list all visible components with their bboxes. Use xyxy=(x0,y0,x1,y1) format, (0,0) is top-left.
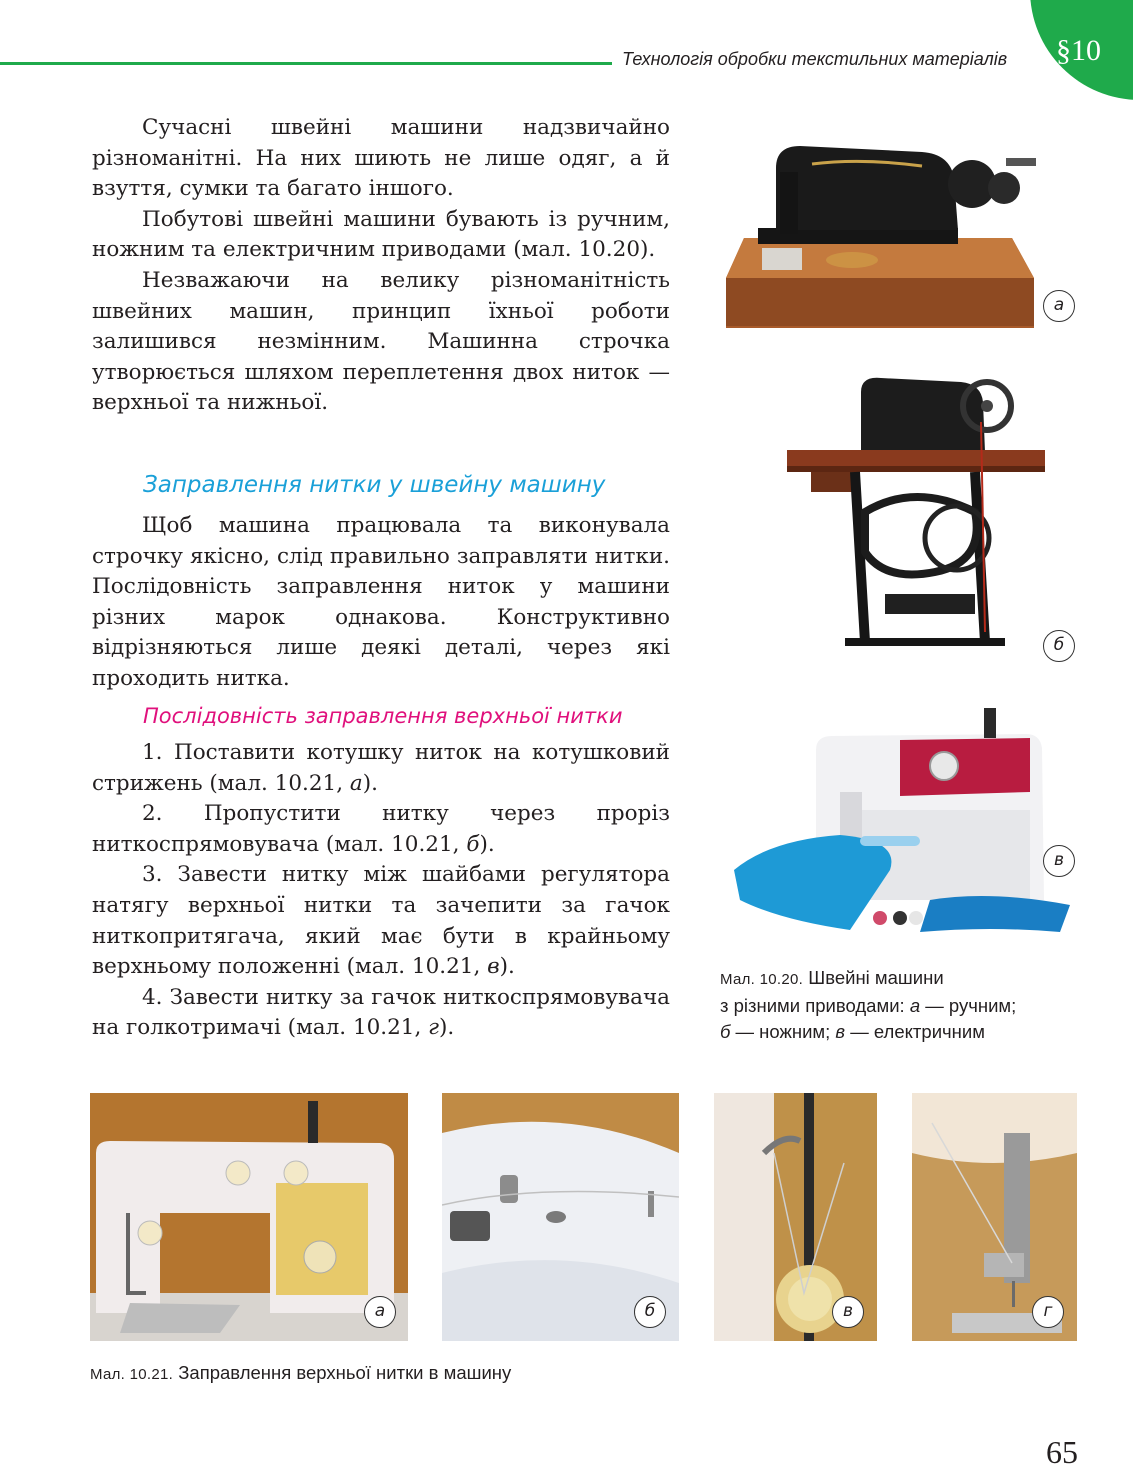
threading-photo-spool xyxy=(90,1093,408,1341)
figure-label-badge: г xyxy=(1032,1296,1064,1328)
page-number: 65 xyxy=(1046,1434,1078,1470)
header-rule xyxy=(0,62,612,65)
electric-sewing-machine-image xyxy=(730,700,1075,945)
hand-sewing-machine-image xyxy=(722,128,1062,328)
paragraph: Щоб машина працювала та виконувала строчку якісно, слід правильно заправляти нитки. Послідовність заправлення ниток у машини різних марок однакова. Конструктивно відрізняються лише деякі деталі, через які проходить нитка. xyxy=(92,513,670,691)
intro-text xyxy=(92,113,670,419)
steps-list xyxy=(92,738,670,1044)
subsection-heading: Послідовність заправлення верхньої нитки xyxy=(143,704,623,728)
figure-label-badge: б xyxy=(1043,630,1075,662)
figure-caption: Мал. 10.21. Заправлення верхньої нитки в машину xyxy=(90,1362,512,1383)
treadle-sewing-machine-image xyxy=(785,362,1047,662)
step-item: 2. Пропустити нитку через проріз ниткоспрямовувача (мал. 10.21, б). xyxy=(92,801,670,857)
step-item: 4. Завести нитку за гачок ниткоспрямовувача на голкотримачі (мал. 10.21, г). xyxy=(92,984,670,1041)
figure-label-badge: в xyxy=(832,1296,864,1328)
figure-caption: Мал. 10.20. Швейні машини з різними приводами: а — ручним; б — ножним; в — електричним xyxy=(720,967,1017,1042)
paragraph: Сучасні швейні машини надзвичайно різноманітні. На них шиють не лише одяг, а й взуття, сумки та багато іншого. xyxy=(92,115,670,202)
paragraph: Побутові швейні машини бувають із ручним, ножним та електричним приводами (мал. 10.20). xyxy=(92,206,670,263)
running-header: Технологія обробки текстильних матеріалів xyxy=(622,49,1008,69)
step-item: 3. Завести нитку між шайбами регулятора натягу верхньої нитки та зачепити за гачок ниткопритягача, який має бути в крайньому верхньому положенні (мал. 10.21, в). xyxy=(92,862,670,980)
figure-label-badge: а xyxy=(1043,290,1075,322)
paragraph: Незважаючи на велику різноманітність швейних машин, принцип їхньої роботи залишився незмінним. Машинна строчка утворюється шляхом переплетення двох ниток — верхньої та нижньої. xyxy=(92,267,670,416)
section-text xyxy=(92,511,670,695)
figure-label-badge: а xyxy=(364,1296,396,1328)
figure-label-badge: б xyxy=(634,1296,666,1328)
section-number: §10 xyxy=(1056,34,1101,67)
section-heading: Заправлення нитки у швейну машину xyxy=(143,472,606,498)
step-item: 1. Поставити котушку ниток на котушковий стрижень (мал. 10.21, а). xyxy=(92,740,670,796)
figure-label-badge: в xyxy=(1043,845,1075,877)
